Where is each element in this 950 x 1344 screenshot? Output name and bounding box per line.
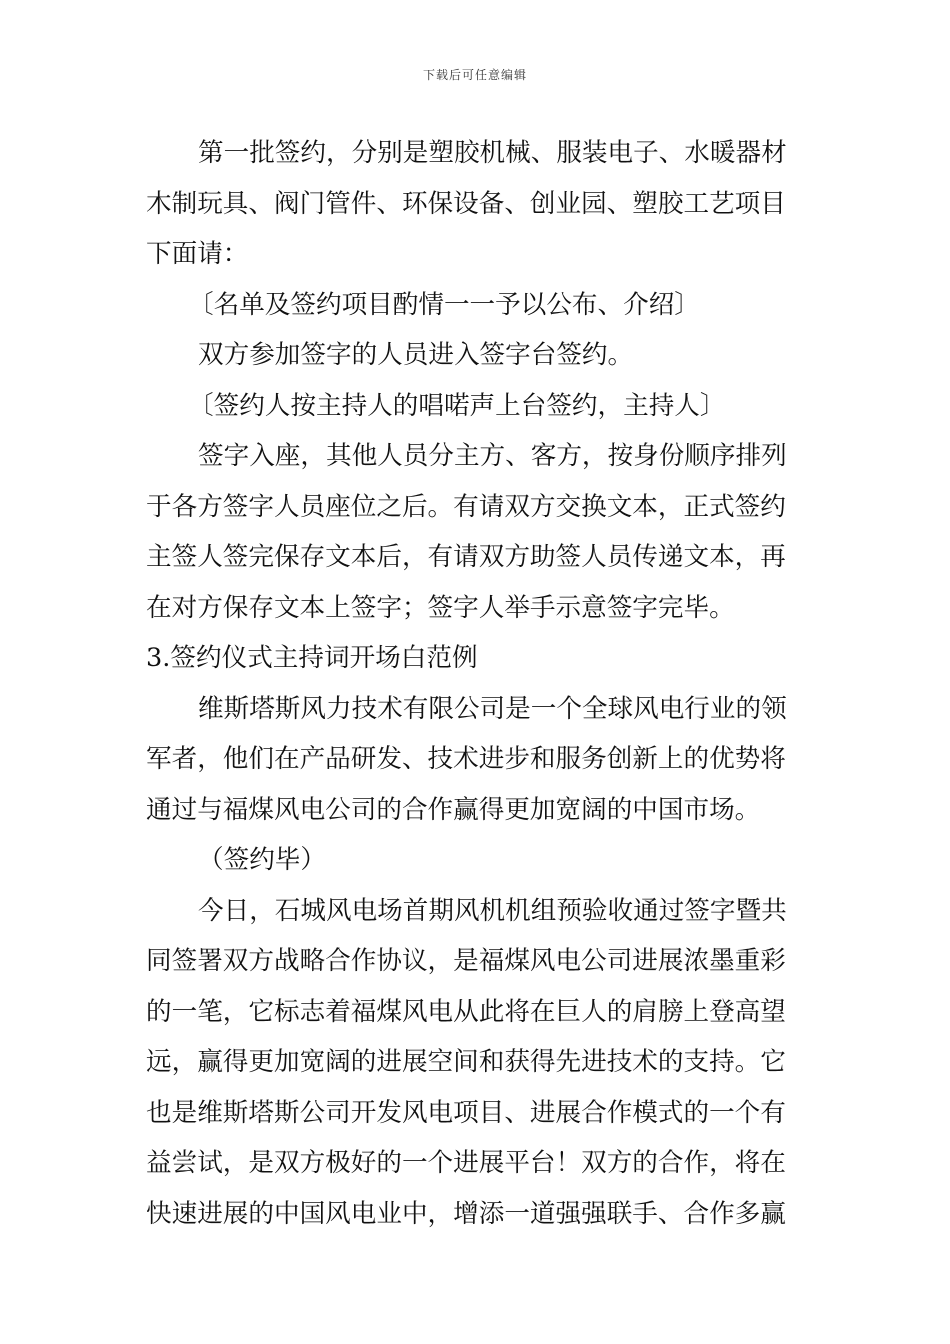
page-header: 下载后可任意编辑 bbox=[422, 68, 527, 82]
text-line: 的一笔，它标志着福煤风电从此将在巨人的肩膀上登高望 bbox=[146, 996, 786, 1027]
text-line: 木制玩具、阀门管件、环保设备、创业园、塑胶工艺项目 bbox=[146, 188, 786, 219]
text-line: 在对方保存文本上签字；签字人举手示意签字完毕。 bbox=[146, 592, 735, 623]
document-body bbox=[146, 128, 812, 1239]
text-line: 第一批签约，分别是塑胶机械、服装电子、水暖器材 bbox=[198, 138, 787, 168]
text-line: 〔签约人按主持人的唱喏声上台签约，主持人〕 bbox=[188, 390, 726, 421]
text-line: 于各方签字人员座位之后。有请双方交换文本，正式签约 bbox=[146, 491, 786, 522]
text-line: 双方参加签字的人员进入签字台签约。 bbox=[198, 340, 634, 370]
text-line: 〔名单及签约项目酌情一一予以公布、介绍〕 bbox=[188, 289, 700, 320]
text-line: 下面请： bbox=[146, 239, 249, 269]
text-line: 今日，石城风电场首期风机机组预验收通过签字暨共 bbox=[198, 895, 787, 926]
section-heading: 3.签约仪式主持词开场白范例 bbox=[146, 643, 478, 673]
text-line: 签字入座，其他人员分主方、客方，按身份顺序排列 bbox=[198, 441, 787, 471]
text-line: 也是维斯塔斯公司开发风电项目、进展合作模式的一个有 bbox=[146, 1097, 786, 1128]
text-line: 益尝试，是双方极好的一个进展平台！双方的合作，将在 bbox=[146, 1148, 786, 1178]
text-line: 同签署双方战略合作协议，是福煤风电公司进展浓墨重彩 bbox=[146, 946, 786, 976]
text-line: 主签人签完保存文本后，有请双方助签人员传递文本，再 bbox=[146, 542, 786, 572]
text-line: 维斯塔斯风力技术有限公司是一个全球风电行业的领 bbox=[198, 693, 787, 724]
text-line: 远，赢得更加宽阔的进展空间和获得先进技术的支持。它 bbox=[146, 1047, 786, 1077]
text-line: 快速进展的中国风电业中，增添一道强强联手、合作多赢 bbox=[146, 1198, 786, 1229]
text-line: （签约毕） bbox=[198, 845, 326, 875]
text-line: 通过与福煤风电公司的合作赢得更加宽阔的中国市场。 bbox=[146, 794, 761, 825]
text-line: 军者，他们在产品研发、技术进步和服务创新上的优势将 bbox=[146, 744, 786, 774]
